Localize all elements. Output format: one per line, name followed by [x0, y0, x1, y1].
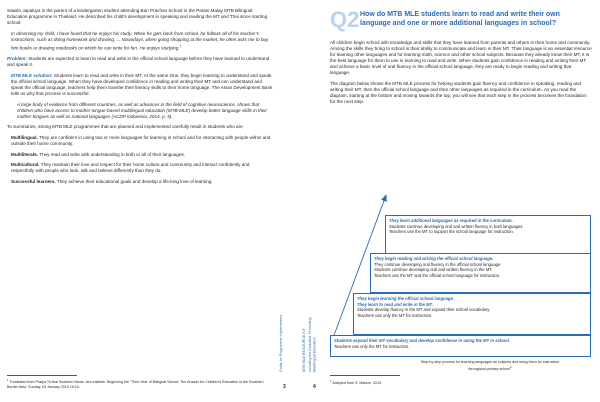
solution-text: Students learn to read and write in their MT. At the same time, they begin learning to understand and speak the official school language. When they have developed confidence in reading and writing their MT and can understand and speak the official language, teachers help them transfer their literacy skills to their home language. The Asian Development Bank tells us why that process is successful: — [11, 72, 273, 97]
outcome-text: They maintain their love and respect for their home culture and community and interact confidently and respectfully with people who look, talk and believe differently than they do. — [11, 162, 250, 174]
problem-text: Students are expected to learn to read and write in the official school language before they have learned to understand and speak it. — [7, 56, 270, 68]
caption-ref: 2 — [510, 365, 512, 369]
solution-label: MTB MLE solution: — [11, 72, 53, 78]
summary-paragraph: To summarize, strong MTB MLE programmes that are planned and implemented carefully result in students who are — [7, 124, 243, 130]
step-line: Teachers use only the MT for instruction. — [334, 343, 410, 349]
paragraph-1: All children begin school with knowledge and skills that they have learned from parents and others in their home and community. Among the skills they bring to school is their ability to communicate and learn in their MT. Their language is an essential resource for learning other languages and for learning math, science and other school subjects. Because they already know their MT, it is the best language for them to use in learning to read and write. When students gain confidence in reading and writing their MT and achieve a basic level of oral fluency in the official school language, they are ready to begin reading and writing that language. — [330, 40, 592, 76]
child-quote — [7, 31, 273, 52]
footnote-divider — [7, 375, 77, 376]
intro-paragraph: Sawdo Japakiya is the parent of a kindergarten student attending Ban Prachan School in the Patani Malay MTB Bilingual Education programme in Thailand. He described his child’s development in speaking and reading the MT and Thai since starting school: — [7, 8, 268, 26]
step-line: Students continue developing oral and written fluency in both languages. — [389, 223, 524, 229]
footnote-text: Adapted from S. Malone, 2010. — [332, 381, 383, 386]
outcome-item — [11, 162, 273, 174]
footnote-number: 1 — [7, 378, 9, 382]
step-line: Students develop fluency in the MT and expand their school vocabulary. — [357, 307, 491, 313]
diagram-step-1 — [330, 335, 591, 357]
problem-paragraph — [7, 56, 273, 68]
child-quote-text: In observing my child, I have found that he enjoys his study. When he gets back from school, he follows all of his teacher’s instructions, such as doing homework and drawing. ... Nowadays, when going shopping at the market, he often asks me to buy him books or drawing notebooks on which he can write for fun. He enjoys studying. — [11, 30, 269, 51]
footnote-text: Translated from Pratya Tri-tirai Southern News, Isra Institute. Beginning the “Third Year of Bilingual School: The Answer for Children’s Education in the Southern Border Area. Sunday, 03 January 2010 19:10. — [7, 380, 264, 390]
step-line: Students continue developing oral and written fluency in the MT. — [374, 267, 493, 273]
outcome-item — [11, 179, 273, 185]
outcome-text: They are confident in using two or more languages for learning in school and for interacting with people within and outside their home community. — [11, 135, 271, 147]
solution-paragraph — [7, 73, 273, 97]
outcome-label: Multilingual. — [11, 135, 38, 141]
step-line: Teachers use the MT to support the school language for instruction. — [389, 229, 514, 235]
question-number: Q2 — [330, 7, 360, 32]
page-number-right: 4 — [313, 384, 316, 390]
footnote-number: 2 — [330, 379, 332, 383]
question-title: How do MTB MLE students learn to read and write their own language and one or more additional languages in school? — [360, 11, 560, 27]
left-side-running-title: Guide for Programme Implementers — [279, 314, 283, 372]
caption-text: Step-by-step process for teaching languages as subjects and using them for instruction throughout primary school — [420, 360, 560, 372]
adb-quote: A large body of evidence from different countries, as well as advances in the field of cognitive neuroscience, shows that children who have access to mother tongue-based multilingual education (MTB-MLE) develop better language skills in their mother tongues as well as national languages (ACDP Indonesia, 2014, p. 5). — [17, 101, 267, 119]
right-side-kit-title: MTB MLE RESOURCE KIT — [302, 328, 306, 372]
step-heading: Students expand their MT vocabulary and develop confidence in using the MT in school. — [334, 338, 510, 343]
diagram-caption — [415, 360, 565, 372]
outcome-item — [11, 135, 273, 147]
step-heading: They begin learning the official school language. — [357, 296, 454, 301]
diagram-step-4 — [385, 215, 591, 255]
footnote-divider — [330, 375, 400, 376]
footnote-1 — [7, 378, 267, 390]
outcomes-list — [7, 135, 273, 185]
outcome-text: They read and write with understanding in both or all of their languages. — [39, 151, 186, 157]
outcome-item — [11, 152, 273, 158]
paragraph-2: The diagram below shows the MTB MLE process for helping students gain fluency and confidence in speaking, reading and writing their MT, then the official school language and then other languages as required in the curriculum. As you read the diagram, starting at the bottom and moving towards the top, you will see that each step in the process becomes the foundation for the next step. — [330, 81, 587, 105]
step-heading: They learn to read and write in the MT. — [357, 301, 434, 307]
outcome-label: Multicultural. — [11, 162, 40, 168]
step-line: Teachers use only the MT for instruction. — [357, 312, 433, 318]
diagram-step-3 — [370, 253, 591, 293]
footnote-2 — [330, 379, 382, 385]
step-line: Teachers use the MT and the official school language for instruction. — [374, 272, 501, 278]
right-side-subtitle: Including the Excluded: Promoting Multilingual Education — [308, 317, 317, 372]
left-column — [7, 8, 273, 190]
step-line: They continue developing oral fluency in the official school language. — [374, 261, 502, 267]
page-number-left: 3 — [283, 384, 286, 390]
right-page — [300, 0, 600, 402]
step-heading: They learn additional languages as required in the curriculum. — [389, 218, 513, 223]
outcome-text: They achieve their educational goals and develop a life-long love of learning. — [56, 179, 213, 184]
outcome-label: Multiliterate. — [11, 151, 39, 157]
footnote-ref: 1 — [179, 43, 182, 48]
step-heading: They begin reading and writing the official school language. — [374, 256, 494, 261]
problem-label: Problem: — [7, 56, 27, 62]
diagram-step-2 — [353, 293, 591, 335]
outcome-label: Successful learners. — [11, 179, 56, 184]
